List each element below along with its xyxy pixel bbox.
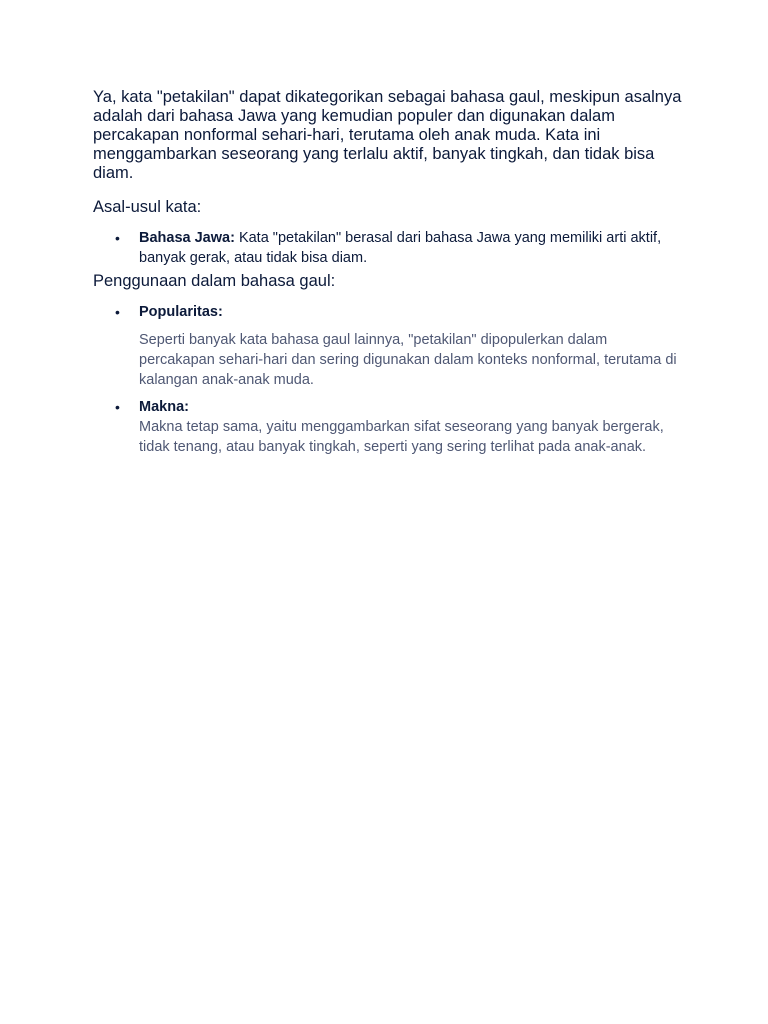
list-item-popularitas	[93, 302, 683, 390]
item-text-popularitas: Seperti banyak kata bahasa gaul lainnya, "petakilan" dipopulerkan dalam percakapan sehari-hari dan sering digunakan dalam konteks nonformal, terutama di kalangan anak-anak muda.	[139, 332, 677, 388]
list-item-makna	[93, 397, 683, 457]
item-text-bahasa-jawa: Kata "petakilan" berasal dari bahasa Jawa yang memiliki arti aktif, banyak gerak, atau tidak bisa diam.	[139, 230, 662, 266]
item-label-makna: Makna:	[139, 399, 189, 415]
item-label-popularitas: Popularitas:	[139, 304, 223, 320]
usage-heading: Penggunaan dalam bahasa gaul:	[93, 272, 336, 290]
usage-list	[93, 302, 683, 457]
bullet-icon: •	[115, 304, 120, 320]
bullet-icon: •	[115, 399, 120, 415]
intro-paragraph: Ya, kata "petakilan" dapat dikategorikan sebagai bahasa gaul, meskipun asalnya adalah dari bahasa Jawa yang kemudian populer dan digunakan dalam percakapan nonformal sehari-hari, terutama oleh anak muda. Kata ini menggambarkan seseorang yang terlalu aktif, banyak tingkah, dan tidak bisa diam.	[93, 88, 682, 182]
document-page	[93, 88, 683, 457]
item-text-makna: Makna tetap sama, yaitu menggambarkan sifat seseorang yang banyak bergerak, tidak tenang, atau banyak tingkah, seperti yang sering terlihat pada anak-anak.	[139, 419, 664, 455]
list-item-bahasa-jawa	[93, 228, 683, 268]
item-label-bahasa-jawa: Bahasa Jawa:	[139, 230, 235, 246]
origin-heading: Asal-usul kata:	[93, 198, 202, 216]
origin-list	[93, 228, 683, 268]
bullet-icon: •	[115, 230, 120, 246]
